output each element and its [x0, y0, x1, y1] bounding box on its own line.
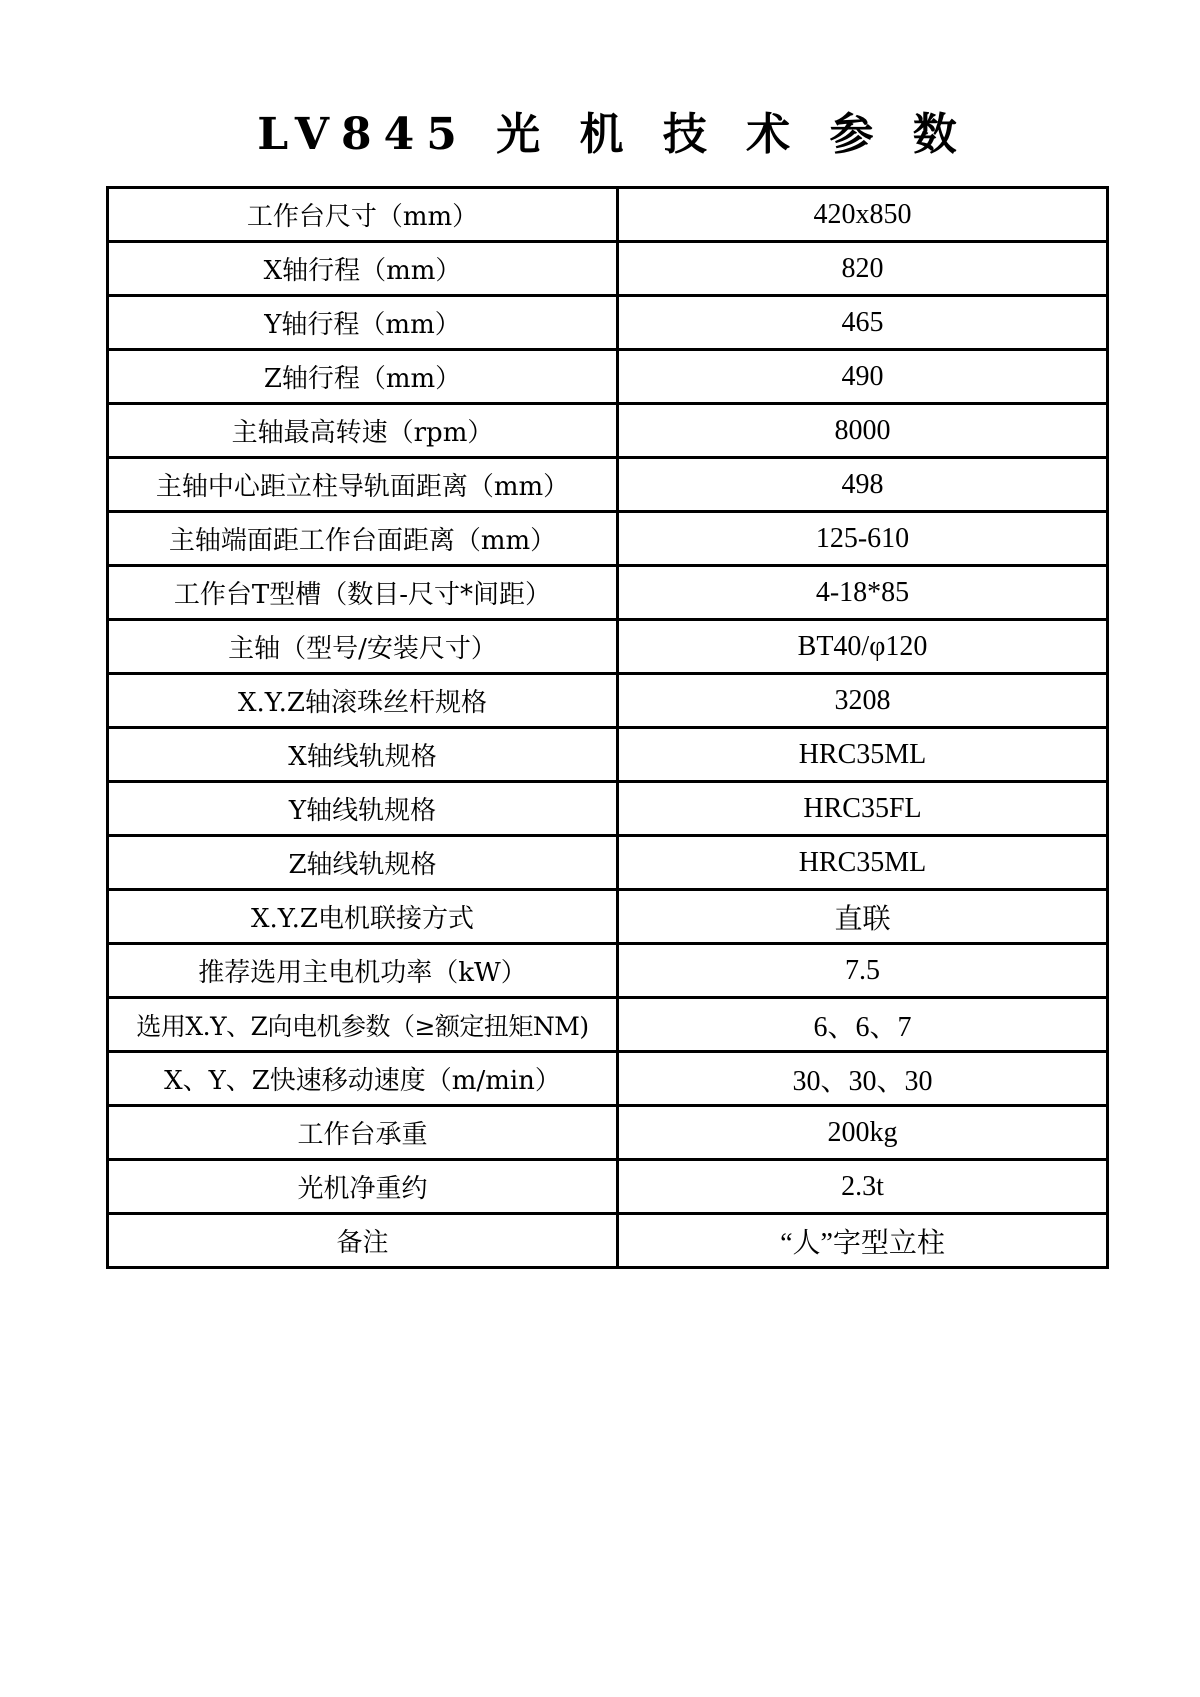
table-row [108, 296, 1108, 350]
spec-value: 465 [618, 296, 1108, 350]
spec-label: 推荐选用主电机功率（kW） [108, 944, 618, 998]
table-row [108, 1052, 1108, 1106]
spec-label: X轴线轨规格 [108, 728, 618, 782]
spec-value: 820 [618, 242, 1108, 296]
spec-value: 420x850 [618, 188, 1108, 242]
table-row [108, 890, 1108, 944]
spec-label: 工作台承重 [108, 1106, 618, 1160]
table-row [108, 728, 1108, 782]
spec-value: 7.5 [618, 944, 1108, 998]
spec-label: 工作台尺寸（mm） [108, 188, 618, 242]
table-row [108, 1214, 1108, 1268]
spec-value: “人”字型立柱 [618, 1214, 1108, 1268]
spec-value: 直联 [618, 890, 1108, 944]
spec-label: 主轴端面距工作台面距离（mm） [108, 512, 618, 566]
table-row [108, 998, 1108, 1052]
table-row [108, 620, 1108, 674]
spec-value: 6、6、7 [618, 998, 1108, 1052]
spec-table [106, 186, 1109, 1269]
spec-label: Y轴行程（mm） [108, 296, 618, 350]
spec-label: Y轴线轨规格 [108, 782, 618, 836]
spec-label: X轴行程（mm） [108, 242, 618, 296]
spec-value: 498 [618, 458, 1108, 512]
spec-label: Z轴线轨规格 [108, 836, 618, 890]
spec-value: 2.3t [618, 1160, 1108, 1214]
spec-label: 选用X.Y、Z向电机参数（≥额定扭矩NM) [108, 998, 618, 1052]
spec-value: 200kg [618, 1106, 1108, 1160]
spec-value: BT40/φ120 [618, 620, 1108, 674]
spec-value: 3208 [618, 674, 1108, 728]
spec-value: 4-18*85 [618, 566, 1108, 620]
spec-label: 主轴（型号/安装尺寸） [108, 620, 618, 674]
spec-label: X.Y.Z电机联接方式 [108, 890, 618, 944]
spec-value: 30、30、30 [618, 1052, 1108, 1106]
spec-label: X.Y.Z轴滚珠丝杆规格 [108, 674, 618, 728]
spec-label: 备注 [108, 1214, 618, 1268]
page-title: LV845 光 机 技 术 参 数 [257, 109, 969, 160]
table-row [108, 458, 1108, 512]
table-row [108, 350, 1108, 404]
spec-label: 主轴最高转速（rpm） [108, 404, 618, 458]
spec-value: 490 [618, 350, 1108, 404]
spec-value: 125-610 [618, 512, 1108, 566]
table-row [108, 242, 1108, 296]
spec-value: 8000 [618, 404, 1108, 458]
table-row [108, 1160, 1108, 1214]
table-row [108, 188, 1108, 242]
table-row [108, 566, 1108, 620]
spec-label: 工作台T型槽（数目-尺寸*间距） [108, 566, 618, 620]
spec-value: HRC35ML [618, 836, 1108, 890]
table-row [108, 944, 1108, 998]
spec-value: HRC35ML [618, 728, 1108, 782]
table-row [108, 674, 1108, 728]
table-row [108, 782, 1108, 836]
spec-label: Z轴行程（mm） [108, 350, 618, 404]
table-row [108, 836, 1108, 890]
spec-label: X、Y、Z快速移动速度（m/min） [108, 1052, 618, 1106]
spec-value: HRC35FL [618, 782, 1108, 836]
spec-label: 光机净重约 [108, 1160, 618, 1214]
table-row [108, 404, 1108, 458]
table-row [108, 512, 1108, 566]
spec-label: 主轴中心距立柱导轨面距离（mm） [108, 458, 618, 512]
table-row [108, 1106, 1108, 1160]
